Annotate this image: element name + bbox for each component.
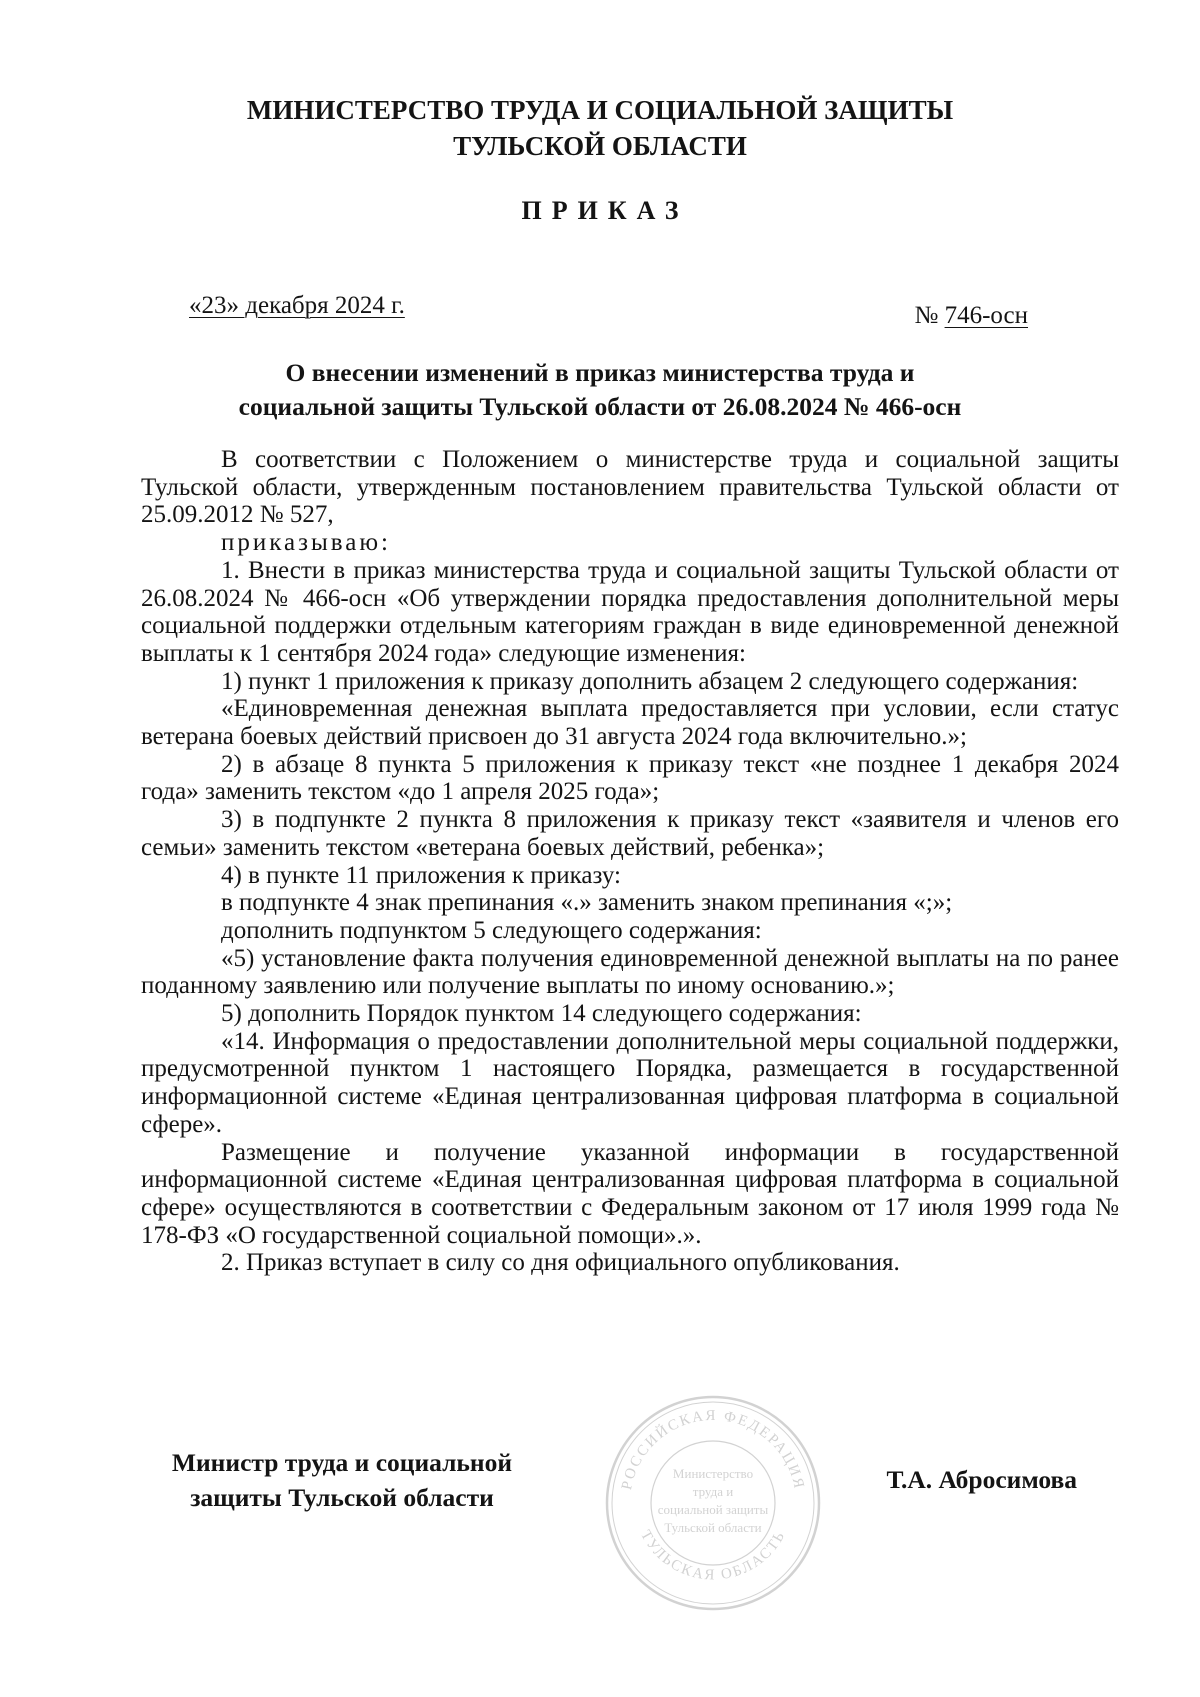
body-paragraph: 1) пункт 1 приложения к приказу дополнить абзацем 2 следующего содержания: [221, 667, 1079, 695]
document-body [141, 446, 1119, 1277]
signer-title [142, 1445, 542, 1515]
signer-title-line-2: защиты Тульской области [190, 1483, 494, 1512]
body-paragraph: 1. Внести в приказ министерства труда и социальной защиты Тульской области от 26.08.2024 № 466-осн «Об утверждении порядка предоставления дополнительной меры социальной поддержки отдельным категориям граждан в виде единовременной денежной выплаты к 1 сентября 2024 года» следующие изменения: [141, 556, 1119, 667]
official-seal-stamp [602, 1392, 824, 1614]
signer-name: Т.А. Абросимова [886, 1465, 1077, 1494]
body-paragraph: дополнить подпунктом 5 следующего содержания: [221, 916, 762, 944]
body-paragraph: 5) дополнить Порядок пунктом 14 следующего содержания: [221, 1000, 862, 1028]
title-line-2: социальной защиты Тульской области от 26.08.2024 № 466-осн [238, 392, 962, 421]
body-paragraph: «Единовременная денежная выплата предоставляется при условии, если статус ветерана боевых действий присвоен до 31 августа 2024 года включительно.»; [141, 695, 1119, 751]
body-paragraph-order: приказываю: [221, 529, 391, 557]
body-paragraph: «5) установление факта получения единовременной денежной выплаты на по ранее поданному заявлению или получение выплаты по иному основанию.»; [141, 944, 1119, 1000]
signer-title-line-1: Министр труда и социальной [171, 1448, 513, 1477]
document-number [914, 302, 1028, 330]
document-title [0, 356, 1200, 424]
ministry-line-2: ТУЛЬСКОЙ ОБЛАСТИ [453, 131, 747, 161]
svg-text:ТУЛЬСКАЯ ОБЛАСТЬ [637, 1528, 789, 1584]
document-date: «23» декабря 2024 г. [189, 292, 405, 319]
body-paragraph: в подпункте 4 знак препинания «.» заменить знаком препинания «;»; [221, 889, 953, 917]
body-paragraph: «14. Информация о предоставлении дополнительной меры социальной поддержки, предусмотренной пунктом 1 настоящего Порядка, размещается в государственной информационной системе «Единая централизованная цифровая платформа в социальной сфере». [141, 1027, 1119, 1138]
body-paragraph: 4) в пункте 11 приложения к приказу: [221, 861, 621, 889]
ministry-line-1: МИНИСТЕРСТВО ТРУДА И СОЦИАЛЬНОЙ ЗАЩИТЫ [246, 95, 954, 125]
stamp-outer-top-text: РОССИЙСКАЯ ФЕДЕРАЦИЯ [619, 1407, 807, 1492]
document-type: ПРИКАЗ [521, 196, 689, 225]
number-sign: № [914, 302, 939, 329]
number-value: 746-осн [944, 302, 1028, 329]
title-line-1: О внесении изменений в приказ министерства труда и [285, 358, 915, 387]
stamp-inner-line-1: Министерство [672, 1466, 754, 1481]
stamp-outer-bottom-text: ТУЛЬСКАЯ ОБЛАСТЬ [637, 1527, 789, 1584]
stamp-inner-line-2: труда и [692, 1484, 734, 1499]
body-paragraph: 2) в абзаце 8 пункта 5 приложения к приказу текст «не позднее 1 декабря 2024 года» заменить текстом «до 1 апреля 2025 года»; [141, 750, 1119, 806]
body-paragraph: В соответствии с Положением о министерстве труда и социальной защиты Тульской области, утвержденным постановлением правительства Тульской области от 25.09.2012 № 527, [141, 446, 1119, 529]
body-paragraph: 3) в подпункте 2 пункта 8 приложения к приказу текст «заявителя и членов его семьи» заменить текстом «ветерана боевых действий, ребенка»; [141, 806, 1119, 861]
ministry-heading [0, 92, 1200, 164]
stamp-inner-line-4: Тульской области [664, 1520, 762, 1535]
body-paragraph: 2. Приказ вступает в силу со дня официального опубликования. [221, 1249, 900, 1277]
body-paragraph: Размещение и получение указанной информации в государственной информационной системе «Единая централизованная цифровая платформа в социальной сфере» осуществляются в соответствии с Федеральным законом от 17 июля 1999 года № 178-ФЗ «О государственной социальной помощи».». [141, 1138, 1119, 1249]
stamp-inner-line-3: социальной защиты [657, 1502, 769, 1517]
